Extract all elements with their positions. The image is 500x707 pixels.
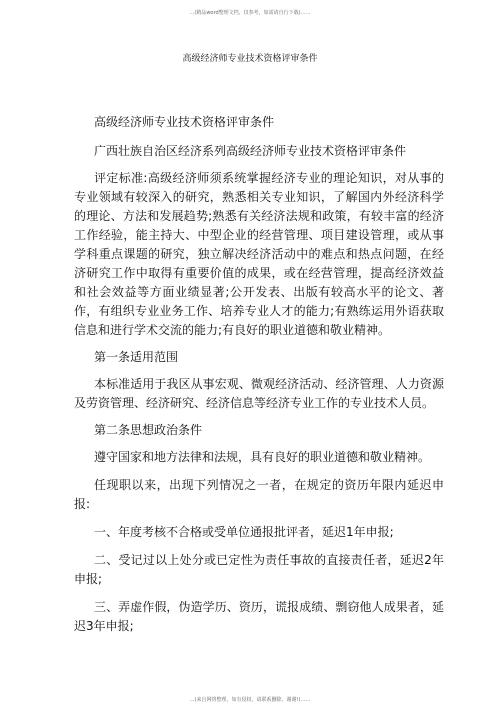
section-heading-scope: 第一条适用范围	[94, 350, 179, 364]
section-heading-political-conditions: 第二条思想政治条件	[94, 423, 203, 437]
condition-item-1: 一、年度考核不合格或受单位通报批评者，延迟1年申报;	[94, 525, 394, 539]
delay-conditions-paragraph: 任现职以来，出现下列情况之一者，在规定的资历年限内延迟申报:	[74, 478, 444, 511]
condition-item-2: 二、受记过以上处分或已定性为责任事故的直接责任者，延迟2年申报;	[74, 553, 444, 586]
evaluation-standard-paragraph: 评定标准:高级经济师须系统掌握经济专业的理论知识，对从事的专业领域有较深入的研究，熟悉相关专业知识，了解国内外经济科学的理论、方法和发展趋势;熟悉有关经济法规和政策，有较丰富的经济工作经验，能主持大、中型企业的经营管理、项目建设管理，或从事学科重点课题的研究，独立解决经济活动中的难点和热点问题，在经济研究工作中取得有重要价值的成果，或在经营管理，提高经济效益和社会效益等方面业绩显著;公开发表、出版有较高水平的论文、著作，有组织专业业务工作、培养专业人才的能力;有熟练运用外语获取信息和进行学术交流的能力;有良好的职业道德和敬业精神。	[74, 171, 444, 337]
document-body	[74, 114, 444, 645]
condition-item-3: 三、弄虚作假，伪造学历、资历，谎报成绩、剽窃他人成果者，延迟3年申报;	[74, 600, 444, 633]
document-header-title: 高级经济师专业技术资格评审条件	[182, 54, 318, 64]
footer-note: …(来自网络整理，如有侵权，请联系删除，谢谢!)……	[189, 697, 311, 703]
page-subtitle: 广西壮族自治区经济系列高级经济师专业技术资格评审条件	[94, 144, 407, 158]
law-compliance-paragraph: 遵守国家和地方法律和法规，具有良好的职业道德和敬业精神。	[94, 450, 431, 464]
page-title: 高级经济师专业技术资格评审条件	[94, 115, 275, 129]
scope-paragraph: 本标准适用于我区从事宏观、微观经济活动、经济管理、人力资源及劳资管理、经济研究、经济信息等经济专业工作的专业技术人员。	[74, 377, 444, 410]
header-note: …(精品word整理文档，仅参考，如需请自行下载)……	[189, 10, 311, 16]
